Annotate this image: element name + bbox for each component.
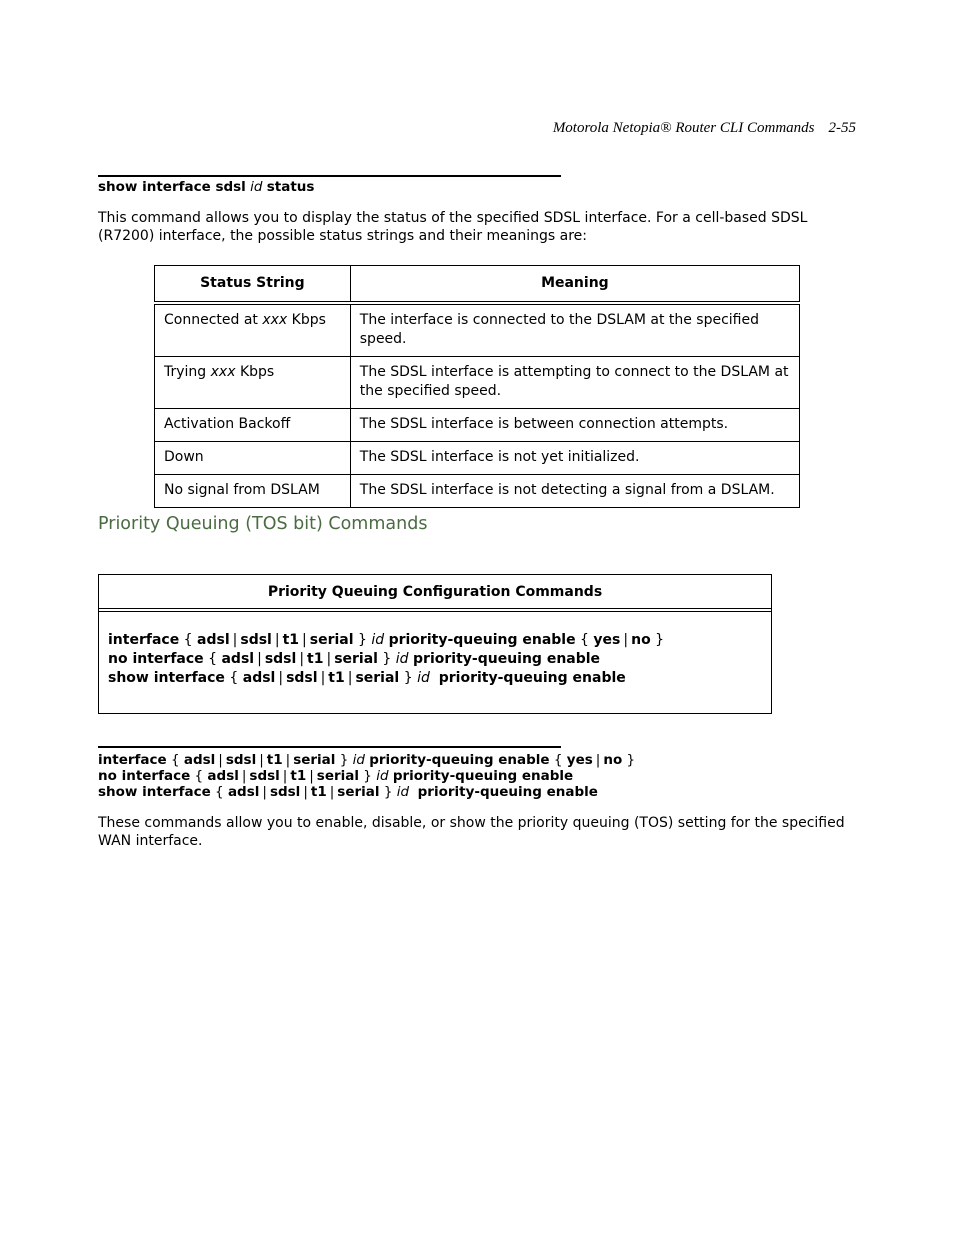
pq-commands-box [98,574,772,714]
meaning-cell: The SDSL interface is attempting to connect to the DSLAM at the specified speed. [350,357,799,409]
syntax-token: | [278,670,284,686]
syntax-token: sdsl [269,784,301,800]
syntax-token: priority-queuing enable [438,670,626,686]
syntax-token: } [357,632,367,648]
syntax-token: show interface [108,670,225,686]
syntax-token: id [371,632,385,648]
syntax-token: adsl [183,752,216,768]
syntax-token: priority-queuing enable [369,752,550,768]
syntax-token: serial [316,768,359,784]
syntax-token: priority-queuing enable [392,768,574,784]
syntax-token: sdsl [240,632,272,648]
syntax-token: { [229,670,239,686]
syntax-token: { [183,632,193,648]
syntax-token: } [383,784,393,800]
syntax-token: t1 [282,632,300,648]
syntax-token: interface [98,752,167,768]
page-number: 2-55 [828,120,856,136]
syntax-token: t1 [266,752,283,768]
status-string-cell: No signal from DSLAM [155,475,351,508]
meaning-cell: The interface is connected to the DSLAM at the specified speed. [350,303,799,357]
table-row [155,442,800,475]
syntax-token: | [218,752,223,768]
pq-line-show-interface [108,669,762,688]
status-string-cell: Activation Backoff [155,409,351,442]
table-row [155,303,800,357]
syntax-token: } [655,632,665,648]
syntax-token: adsl [207,768,239,784]
syntax-token: { [580,632,589,648]
syntax-token: t1 [290,768,307,784]
section-title: Priority Queuing (TOS bit) Commands [98,514,428,534]
syntax-token: id [376,768,389,784]
syntax-token: id [352,752,365,768]
syntax-token: show interface [98,784,211,800]
syntax-token: no [603,752,623,768]
running-header [553,120,856,137]
syntax-token: t1 [307,651,324,667]
status-table [154,265,800,508]
syntax-token: { [170,752,180,768]
cmd-text: status [266,179,315,195]
syntax-token: { [553,752,563,768]
cmd-text: show interface sdsl [98,179,246,195]
syntax-token: sdsl [264,651,297,667]
meaning-cell: The SDSL interface is not detecting a signal from a DSLAM. [350,475,799,508]
pq-box-body [99,612,771,713]
syntax-token: serial [355,670,400,686]
status-string-cell: Trying xxx Kbps [155,357,351,409]
syntax-token: { [215,784,224,800]
pq-line-interface [108,631,762,650]
syntax-token: | [595,752,601,768]
syntax-token: } [403,670,413,686]
pq-box-title: Priority Queuing Configuration Commands [99,575,771,612]
syntax-token: | [320,670,326,686]
syntax-token: interface [108,632,180,648]
syntax-token: } [363,768,372,784]
syntax-token: | [303,784,308,800]
syntax-token: | [347,670,353,686]
column-header: Meaning [350,266,799,304]
syntax-token: | [259,752,264,768]
syntax-token: serial [293,752,336,768]
status-variable: xxx [210,364,236,380]
syntax-token: sdsl [225,752,257,768]
syntax-token: serial [309,632,354,648]
pq-heading-no-interface [98,768,635,784]
syntax-token: id [396,784,410,800]
syntax-token: } [382,651,392,667]
syntax-token: | [257,651,262,667]
syntax-token: adsl [227,784,260,800]
syntax-token: | [299,651,305,667]
status-string-cell: Down [155,442,351,475]
syntax-token: | [302,632,307,648]
syntax-token: t1 [310,784,327,800]
table-row [155,475,800,508]
header-title: Motorola Netopia® Router CLI Commands [552,120,815,136]
syntax-token: sdsl [286,670,318,686]
syntax-token: serial [334,651,378,667]
table-row [155,409,800,442]
column-header: Status String [155,266,351,304]
syntax-token: sdsl [249,768,280,784]
syntax-token: | [241,768,247,784]
syntax-token: { [194,768,204,784]
table-header-row [155,266,800,304]
pq-heading-interface [98,752,635,768]
syntax-token: yes [566,752,593,768]
meaning-cell: The SDSL interface is not yet initialized. [350,442,799,475]
command-rule [98,175,561,177]
syntax-token: adsl [242,670,276,686]
status-string-cell: Connected at xxx Kbps [155,303,351,357]
syntax-token: no interface [108,651,204,667]
syntax-token: t1 [328,670,345,686]
syntax-token: adsl [221,651,255,667]
syntax-token: id [417,670,430,686]
syntax-token: | [329,784,335,800]
syntax-token: } [626,752,636,768]
syntax-token: | [326,651,332,667]
pq-command-heading [98,752,635,800]
syntax-token: | [232,632,238,648]
syntax-token: id [395,651,409,667]
syntax-token: no interface [98,768,191,784]
table-row [155,357,800,409]
syntax-token: | [623,632,629,648]
pq-heading-show-interface [98,784,635,800]
syntax-token: yes [593,632,621,648]
syntax-token: no [631,632,651,648]
syntax-token: } [339,752,349,768]
syntax-token: adsl [197,632,230,648]
syntax-token: | [274,632,280,648]
syntax-token: { [208,651,218,667]
syntax-token: | [282,768,288,784]
pq-description: These commands allow you to enable, disable, or show the priority queuing (TOS) setting for the specified WAN interface. [98,815,845,849]
sdsl-status-description: This command allows you to display the status of the specified SDSL interface. For a cell-based SDSL (R7200) interface, the possible status strings and their meanings are: [98,210,808,244]
pq-line-no-interface [108,650,762,669]
syntax-token: | [285,752,291,768]
syntax-token: | [262,784,267,800]
syntax-token: priority-queuing enable [413,651,601,667]
command-rule [98,746,561,748]
syntax-token: | [309,768,314,784]
status-variable: xxx [262,312,288,328]
meaning-cell: The SDSL interface is between connection attempts. [350,409,799,442]
command-heading-show-sdsl-status [98,179,314,195]
cmd-arg: id [250,179,263,195]
syntax-token: priority-queuing enable [388,632,576,648]
syntax-token: priority-queuing enable [417,784,598,800]
syntax-token: serial [337,784,380,800]
